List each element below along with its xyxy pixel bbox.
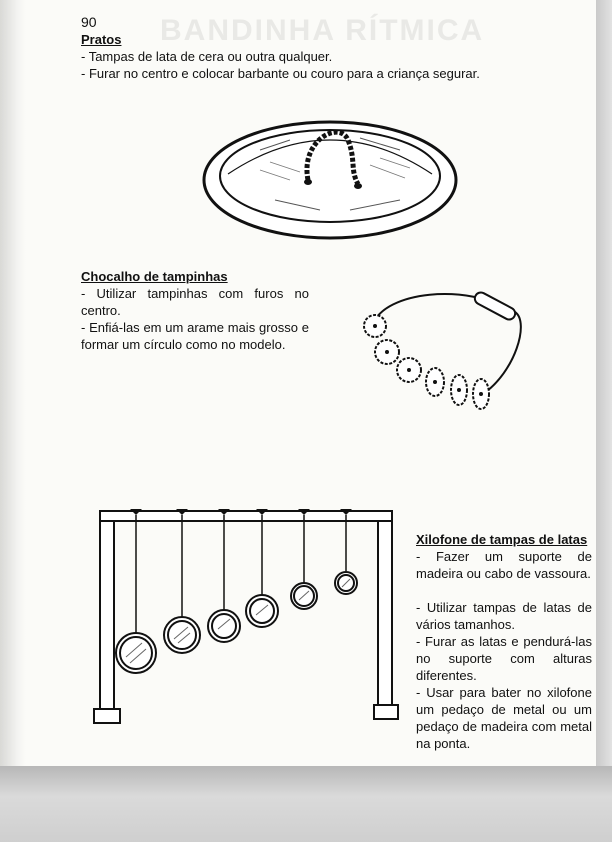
pratos-line-1: - Tampas de lata de cera ou outra qualquer. [81, 49, 333, 64]
bleed-through-title: BANDINHA RÍTMICA [160, 14, 485, 47]
pratos-heading: Pratos [81, 32, 122, 47]
xilofone-paragraph-4: - Usar para bater no xilofone um pedaço de metal ou um pedaço de madeira com metal na ponta. [416, 685, 592, 751]
chocalho-heading: Chocalho de tampinhas [81, 269, 228, 284]
pratos-line-2: - Furar no centro e colocar barbante ou couro para a criança segurar. [81, 66, 480, 81]
xilofone-heading: Xilofone de tampas de latas [416, 532, 588, 547]
scan-bottom-shadow [0, 766, 612, 842]
bottle-cap-rattle-icon [355, 282, 530, 422]
page-number: 90 [81, 14, 97, 30]
xilofone-paragraph-2: - Utilizar tampas de latas de vários tamanhos. [416, 600, 592, 632]
book-spine-shadow [0, 0, 26, 770]
hanging-lids-xylophone-icon [98, 505, 403, 735]
xilofone-paragraph-3: - Furar as latas e pendurá-las no suporte com alturas diferentes. [416, 634, 592, 683]
chocalho-paragraph-2: - Enfiá-las em um arame mais grosso e formar um círculo como no modelo. [81, 320, 309, 352]
xilofone-paragraph-1: - Fazer um suporte de madeira ou cabo de vassoura. [416, 549, 592, 581]
page-edge [596, 0, 612, 842]
chocalho-paragraph-1: - Utilizar tampinhas com furos no centro. [81, 286, 309, 318]
lid-with-rope-icon [200, 110, 460, 250]
